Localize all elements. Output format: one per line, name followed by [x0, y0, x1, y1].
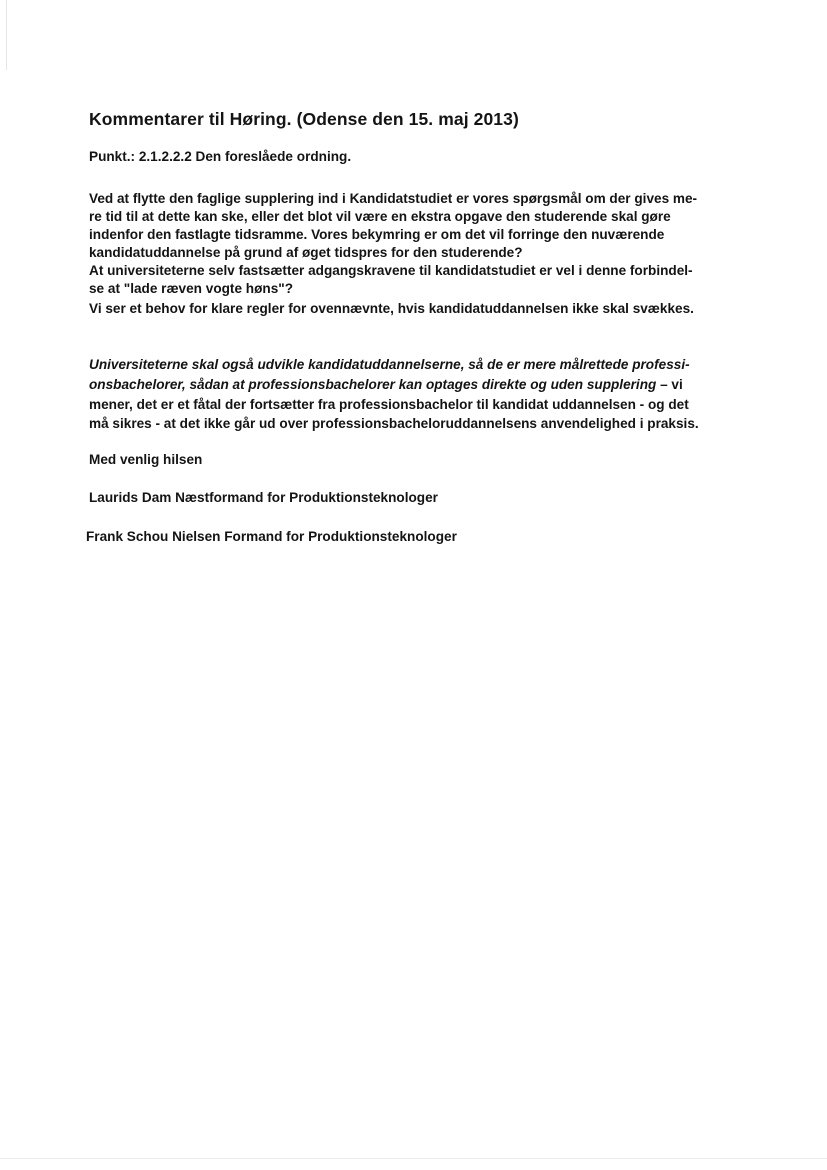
- document-heading: Kommentarer til Høring. (Odense den 15. maj 2013): [89, 109, 519, 129]
- scan-bottom-line: [0, 1158, 827, 1159]
- paragraph2-italic-text: onsbachelorer, sådan at professionsbachelorer kan optages direkte og uden supplering: [89, 377, 657, 392]
- section-reference: Punkt.: 2.1.2.2.2 Den foreslåede ordning.: [89, 149, 352, 164]
- paragraph1-line: Vi ser et behov for klare regler for ovennævnte, hvis kandidatuddannelsen ikke skal svækkes.: [89, 301, 694, 316]
- paragraph1-line: kandidatuddannelse på grund af øget tidspres for den studerende?: [89, 245, 523, 260]
- signature-frank-schou-nielsen: Frank Schou Nielsen Formand for Produktionsteknologer: [86, 529, 457, 544]
- paragraph1-line: se at "lade ræven vogte høns"?: [89, 281, 294, 296]
- closing-greeting: Med venlig hilsen: [89, 452, 203, 467]
- paragraph2-plain-text: – vi: [656, 377, 683, 392]
- paragraph1-line: indenfor den fastlagte tidsramme. Vores bekymring er om det vil forringe den nuværende: [89, 227, 665, 242]
- paragraph2-line: [89, 357, 690, 373]
- paragraph1-line: re tid til at dette kan ske, eller det blot vil være en ekstra opgave den studerende skal gøre: [89, 209, 671, 224]
- paragraph2-italic-text: Universiteterne skal også udvikle kandidatuddannelserne, så de er mere målrettede professi-: [89, 357, 690, 372]
- paragraph2-line: [89, 377, 683, 393]
- signature-laurids-dam: Laurids Dam Næstformand for Produktionsteknologer: [89, 490, 438, 505]
- scan-edge-mark: [6, 0, 7, 70]
- paragraph2-plain-text: mener, det er et fåtal der fortsætter fra professionsbachelor til kandidat uddannelsen - og det: [89, 397, 689, 412]
- paragraph2-plain-text: må sikres - at det ikke går ud over professionsbacheloruddannelsens anvendelighed i praksis.: [89, 416, 699, 431]
- paragraph2-line: [89, 416, 699, 432]
- paragraph1-line: At universiteterne selv fastsætter adgangskravene til kandidatstudiet er vel i denne forbindel-: [89, 263, 693, 278]
- paragraph2-line: [89, 397, 689, 413]
- paragraph1-line: Ved at flytte den faglige supplering ind i Kandidatstudiet er vores spørgsmål om der gives me-: [89, 191, 698, 206]
